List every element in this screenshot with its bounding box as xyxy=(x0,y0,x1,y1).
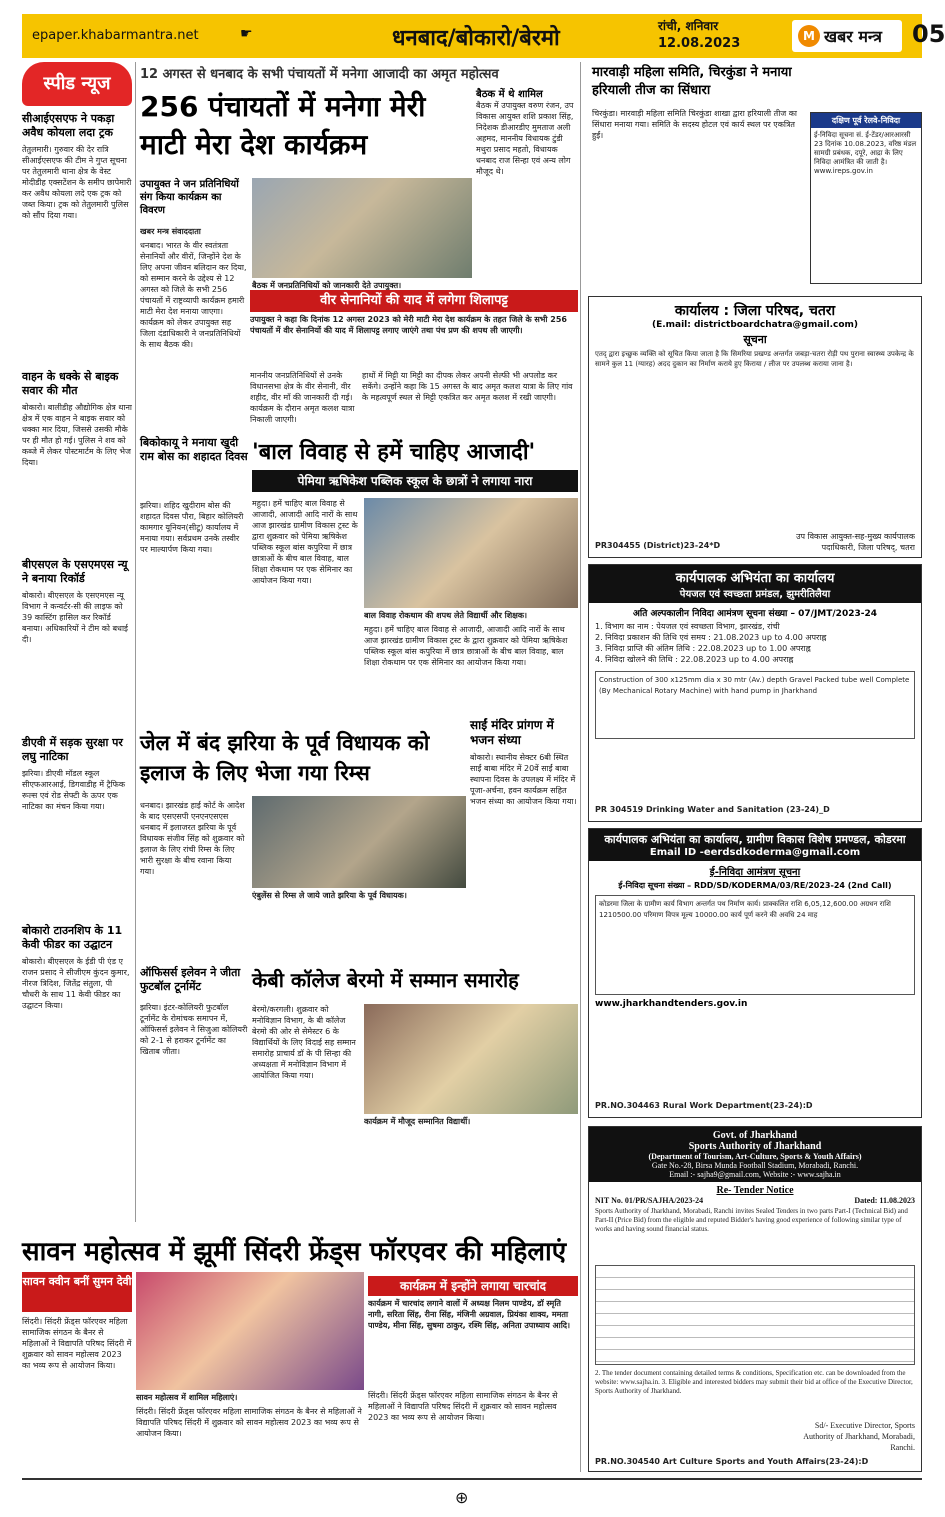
zila-parishad-ad xyxy=(588,296,922,558)
brief-text-5: बोकारो। बीएसएल के ईडी पी एंड ए राजन प्रसाद ने सीजीएम कुंदन कुमार, नीरज त्रिदिश, जितेंद्र संतुला, पी चौधरी के साथ 11 केवी फीडर का उद्घाटन किया। xyxy=(22,957,130,1010)
sa-dept: (Department of Tourism, Art-Culture, Sports & Youth Affairs) xyxy=(648,1152,862,1161)
brand-name: खबर मन्त्र xyxy=(824,27,882,46)
page-number: 05 xyxy=(912,20,945,48)
left-briefs xyxy=(22,112,132,1212)
rw-email[interactable]: Email ID -eerdsdkoderma@gmail.com xyxy=(649,847,861,858)
zp-notice-heading: सूचना xyxy=(743,333,767,346)
jharia-headline: बिकोकायू ने मनाया खुदी राम बोस का शहादत दिवस xyxy=(140,436,248,463)
brief-headline-3: बीएसएल के एसएमएस न्यू ने बनाया रिकॉर्ड xyxy=(22,558,128,585)
sa-nit-row xyxy=(589,1196,921,1205)
brief-headline-2: वाहन के धक्के से बाइक सवार की मौत xyxy=(22,370,119,397)
site-url[interactable]: epaper.khabarmantra.net xyxy=(32,28,199,43)
ee-header xyxy=(589,565,921,603)
ee-rows xyxy=(589,619,921,667)
rw-website[interactable]: www.jharkhandtenders.gov.in xyxy=(595,999,748,1009)
registration-mark-icon: ⊕ xyxy=(455,1488,469,1507)
sawan-text-3: सिंदरी। सिंदरी फ्रेंड्स फॉरएवर महिला सामाजिक संगठन के बैनर से महिलाओं ने विद्यापति परिषद सिंदरी में शुक्रवार को सावन महोत्सव 2023 का भव्य रूप से आयोजन किया। xyxy=(136,1407,362,1438)
tournament-headline: ऑफिसर्स इलेवन ने जीता फुटबॉल टूर्नामेंट xyxy=(140,966,241,993)
city-day: रांची, शनिवार xyxy=(658,19,719,33)
ambulance-photo-caption: एंबुलेंस से रिम्स ले जाये जाते झरिया के पूर्व विधायक। xyxy=(252,891,407,900)
brief-text-1: तेतुलमारी। गुरुवार की देर रात्रि सीआईएसएफ की टीम ने गुप्त सूचना पर तेतुलमारी थाना क्षेत्र के वेस्ट मोदीडीह एक्सटेंशन के समीप छापेमारी कर अवैध कोयला लदे एक ट्रक को जब्त किया। ट्रक को तेतुलमारी पुलिस को सौंप दिया गया। xyxy=(22,145,132,220)
jail-text: धनबाद। झारखंड हाई कोर्ट के आदेश के बाद एसएसपी एनएनएसएस धनबाद में इलाजरत झरिया के पूर्व विधायक संजीव सिंह को शुक्रवार को इलाज के लिए रांची रिम्स के लिए भारी सुरक्षा के बीच रवाना किया गया। xyxy=(140,801,245,876)
sawan-text-2: सिंदरी। सिंदरी फ्रेंड्स फॉरएवर महिला सामाजिक संगठन के बैनर से महिलाओं ने विद्यापति परिषद सिंदरी में शुक्रवार को सावन महोत्सव 2023 का भव्य रूप से आयोजन किया। xyxy=(368,1391,558,1422)
brief-headline-5: बोकारो टाउनशिप के 11 केवी फीडर का उद्घाटन xyxy=(22,924,123,951)
brief-text-2: बोकारो। बालीडीह औद्योगिक क्षेत्र थाना क्षेत्र में एक वाहन ने बाइक सवार को धक्का मार दिया, जिससे उसकी मौके पर ही मौत हो गई। पुलिस ने शव को कब्जे में लेकर पोस्टमार्टम के लिए भेज दिया। xyxy=(22,403,132,467)
issue-date: 12.08.2023 xyxy=(658,36,741,51)
ee-row: 3. निविदा प्राप्ति की अंतिम तिथि : 22.08.2023 up to 1.00 अपराह्न xyxy=(595,644,811,653)
top-story-col3: हाथों में मिट्टी या मिट्टी का दीपक लेकर अपनी सेल्फी भी अपलोड कर सकेंगे। उन्होंने कहा कि 15 अगस्त के बाद अमृत कलश यात्रा के लिए गांव के महत्वपूर्ण स्थल से मिट्टी एकत्रित कर अमृत कलश में रखी जाएगी। xyxy=(362,371,573,402)
sa-notice: Re- Tender Notice xyxy=(716,1185,794,1196)
ee-row: 4. निविदा खोलने की तिथि : 22.08.2023 up to 4.00 अपराह्न xyxy=(595,655,794,664)
rw-text: कोडरमा जिला के ग्रामीण कार्य विभाग अन्तर्गत पथ निर्माण कार्य। प्राक्कलित राशि 6,05,12,600.00 अग्रधन राशि 1210500.00 परिमाण विपत्र मूल्य 10000.00 कार्य पूर्ण करने की अवधि 24 माह xyxy=(595,895,915,995)
sa-terms: 2. The tender document containing detailed terms & conditions, Specification etc. can be downloaded from the website: www.sajha.in. 3. Eligible and interested bidders may submit their bid at office of the Executive Director, Sports Authority of Jharkhand. xyxy=(595,1369,913,1395)
ee-subtitle: पेयजल एवं स्वच्छता प्रमंडल, झुमरीतिलैया xyxy=(679,589,831,600)
guests-banner-text: कार्यक्रम में चारचांद लगाने वालों में अध्यक्ष निलम पाण्डेय, डॉ स्मृति नागी, सरिता सिंह, रीना सिंह, मंजिनी अग्रवाल, प्रियंका शाक्य, ममता पाण्डेय, मीना सिंह, सुषमा ठाकुर, रश्मि सिंह, अनिता उपाध्याय आदि। xyxy=(368,1299,571,1330)
rw-title: कार्यपालक अभियंता का कार्यालय, ग्रामीण विकास विशेष प्रमण्डल, कोडरमा xyxy=(604,833,906,846)
sa-address: Gate No.-28, Birsa Munda Football Stadium, Morabadi, Ranchi. xyxy=(651,1161,859,1170)
sawan-queen-badge: सावन क्वीन बनीं सुमन देवी xyxy=(22,1272,132,1312)
meeting-photo xyxy=(252,178,472,278)
sa-text: Sports Authority of Jharkhand, Morabadi, Ranchi invites Sealed Tenders in two parts Part-I (Technical Bid) and Part-II (Price Bid) from the eligible and reputed Bidder's having good experience of following similar type of works and having sound financial status. xyxy=(595,1207,908,1233)
rw-header xyxy=(589,829,921,861)
drinking-water-ad xyxy=(588,564,922,822)
right-column-rule xyxy=(580,62,581,1472)
jharia-text: झरिया। शहिद खुदीराम बोस की शहादत दिवस पौरा, बिहार कोलियरी कामगार यूनियन(सीटू) कार्यालय में मनाया गया। सर्वप्रथम उनके तस्वीर पर माल्यार्पण किया गया। xyxy=(140,501,244,554)
sidebar-heading: बैठक में थे शामिल xyxy=(476,89,543,100)
felicitation-photo xyxy=(364,1004,578,1114)
sawan-photo-caption: सावन महोत्सव में शामिल महिलाएं। xyxy=(136,1393,238,1402)
sawan-photo xyxy=(136,1272,364,1390)
brief-text-4: झरिया। डीएवी मॉडल स्कूल सीएफआरआई, डिगवाडीह में ट्रैफिक रूल्स एवं रोड सेफ्टी के ऊपर एक नाटिका का मंचन किया गया। xyxy=(22,769,125,811)
railway-tender-text: ई-निविदा सूचना सं. ई-टेंडर/आरआरसी 23 दिनांक 10.08.2023, वरिष्ठ मंडल सामग्री प्रबंधक, दपूरे, आद्रा के लिए निविदा आमंत्रित की जाती है। www.ireps.gov.in xyxy=(814,131,917,175)
top-story-col2: माननीय जनप्रतिनिधियों से उनके विधानसभा क्षेत्र के वीर सेनानी, वीर शहीद, वीर माँ की जानकारी दी गई। कार्यक्रम के दौरान अमृत कलश यात्रा निकाली जाएगी। xyxy=(250,371,355,424)
sa-org: Sports Authority of Jharkhand xyxy=(688,1141,822,1152)
sa-dated: Dated: 11.08.2023 xyxy=(854,1196,915,1205)
sa-title: Govt. of Jharkhand xyxy=(712,1130,798,1141)
ee-work-description: Construction of 300 x125mm dia x 30 mtr (Av.) depth Gravel Packed tube well Complete (By Mechanical Rotary Machine) with hand pump in Jharkhand xyxy=(595,671,915,739)
child-marriage-text: महुदा। हमें चाहिए बाल विवाह से आजादी, आजादी आदि नारों के साथ आज झारखंड ग्रामीण विकास ट्रस्ट के द्वारा शुक्रवार को पेमिया ऋषिकेश पब्लिक स्कूल बांस कपुरिया में छात्र छात्राओं के बीच बाल विवाह, बाल शिक्षा रोकथाम पर एक सेमिनार का आयोजन किया गया। xyxy=(252,499,358,585)
sidebar-text: बैठक में उपायुक्त वरुण रंजन, उप विकास आयुक्त शशि प्रकाश सिंह, निदेशक डीआरडीए मुमताज अली अहमद, माननीय विधायक टुंडी मथुरा प्रसाद महतो, विधायक धनबाद राज सिन्हा एवं अन्य लोग मौजूद थे। xyxy=(476,101,574,176)
plaque-banner: वीर सेनानियों की याद में लगेगा शिलापट्ट xyxy=(250,290,578,312)
jail-headline: जेल में बंद झरिया के पूर्व विधायक को इलाज के लिए भेजा गया रिम्स xyxy=(140,731,430,785)
sai-mandir-headline: साईं मंदिर प्रांगण में भजन संध्या xyxy=(470,718,554,747)
sawan-text: सिंदरी। सिंदरी फ्रेंड्स फॉरएवर महिला सामाजिक संगठन के बैनर से महिलाओं ने विद्यापति परिषद सिंदरी में शुक्रवार को सावन महोत्सव 2023 का भव्य रूप से आयोजन किया। xyxy=(22,1317,132,1370)
brief-headline-1: सीआईएसएफ ने पकड़ा अवैध कोयला लदा ट्रक xyxy=(22,112,115,139)
sawan-headline: सावन महोत्सव में झूमीं सिंदरी फ्रेंड्स फॉरएवर की महिलाएं xyxy=(22,1237,567,1267)
top-story-sidebar xyxy=(476,86,576,266)
zp-signature: उप विकास आयुक्त-सह-मुख्य कार्यपालक पदाधिकारी, जिला परिषद्, चतरा xyxy=(796,532,915,552)
ee-notice: अति अल्पकालीन निविदा आमंत्रण सूचना संख्या – 07/JMT/2023-24 xyxy=(633,609,877,619)
teej-text: चिरकुंडा। मारवाड़ी महिला समिति चिरकुंडा शाखा द्वारा हरियाली तीज का सिंधारा मनाया गया। समिति के सदस्य होटल एवं कार्य स्थल पर एकत्रित हुईं। xyxy=(592,109,797,140)
kebi-text: बेरमो/करगली। शुक्रवार को मनोविज्ञान विभाग, के बी कॉलेज बेरमो की ओर से सेमेस्टर 6 के विद्यार्थियों के लिए विदाई सह सम्मान समारोह प्राचार्य डॉ के पी सिन्हा की अध्यक्षता में मनोविज्ञान विभाग में आयोजित किया गया। xyxy=(252,1005,356,1080)
teej-headline: मारवाड़ी महिला समिति, चिरकुंडा ने मनाया हरियाली तीज का सिंधारा xyxy=(592,65,792,98)
rw-pr-number: PR.NO.304463 Rural Work Department(23-24):D xyxy=(595,1101,813,1110)
rural-work-ad xyxy=(588,828,922,1118)
zp-email[interactable]: (E.mail: districtboardchatra@gmail.com) xyxy=(651,320,859,330)
top-story-body: धनबाद। भारत के वीर स्वतंत्रता सेनानियों और वीरों, जिन्होंने देश के लिए अपना जीवन बलिदान कर दिया, को सम्मान करने के उद्देश्य से 12 अगस्त को जिले के सभी 256 पंचायतों में राष्ट्रव्यापी कार्यक्रम हमारी माटी मेरा देश मनाया जाएगा। कार्यक्रम को लेकर उपायुक्त सह जिला दंडाधिकारी ने जनप्रतिनिधियों के साथ बैठक की। xyxy=(140,241,247,349)
column-rule xyxy=(135,62,136,1222)
guests-banner: कार्यक्रम में इन्होंने लगाया चारचांद xyxy=(368,1276,578,1296)
railway-tender-title: दक्षिण पूर्व रेलवे-निविदा xyxy=(811,113,921,128)
meeting-photo-caption: बैठक में जनप्रतिनिधियों को जानकारी देते उपायुक्त। xyxy=(252,281,402,290)
child-marriage-text-2: महुदा। हमें चाहिए बाल विवाह से आजादी, आजादी आदि नारों के साथ आज झारखंड ग्रामीण विकास ट्रस्ट के द्वारा शुक्रवार को पेमिया ऋषिकेश पब्लिक स्कूल बांस कपुरिया में छात्र छात्राओं के बीच बाल विवाह, बाल शिक्षा रोकथाम पर एक सेमिनार का आयोजन किया गया। xyxy=(364,625,568,667)
sa-signature: Sd/- Executive Director, Sports Authority of Jharkhand, Morabadi, Ranchi. xyxy=(803,1421,915,1452)
zp-pr-number: PR304455 (District)23-24*D xyxy=(595,541,721,550)
students-photo xyxy=(364,498,578,608)
rw-ref: ई-निविदा सूचना संख्या – RDD/SD/KODERMA/03/RE/2023-24 (2nd Call) xyxy=(618,881,892,890)
brief-headline-4: डीएवी में सड़क सुरक्षा पर लघु नाटिका xyxy=(22,736,123,763)
zp-title: कार्यालय : जिला परिषद, चतरा xyxy=(674,303,836,319)
child-marriage-subhead: पेमिया ऋषिकेश पब्लिक स्कूल के छात्रों ने लगाया नारा xyxy=(252,470,578,492)
speed-news-label: स्पीड न्यूज xyxy=(43,73,111,94)
speed-news-badge xyxy=(22,62,132,106)
sa-email[interactable]: Email :- sajha9@gmail.com, Website :- www.sajha.in xyxy=(669,1170,841,1179)
rw-notice: ई-निविदा आमंत्रण सूचना xyxy=(709,867,801,878)
ee-row: 2. निविदा प्रकाशन की तिथि एवं समय : 21.08.2023 up to 4.00 अपराह्न xyxy=(595,633,827,642)
sa-header xyxy=(589,1127,921,1182)
railway-tender-ad xyxy=(810,112,922,284)
page-header xyxy=(22,14,945,58)
tournament-text: झरिया। इंटर-कोलियरी फुटबॉल टूर्नामेंट के रोमांचक समापन में, ऑफिसर्स इलेवन ने सिजुआ कोलियरी को 2-1 से हराकर टूर्नामेंट का खिताब जीता। xyxy=(140,1003,248,1056)
plaque-banner-text: उपायुक्त ने कहा कि दिनांक 12 अगस्त 2023 को मेरी माटी मेरा देश कार्यक्रम के तहत जिले के सभी 256 पंचायतों में वीर सेनानियों की याद में शिलापट्ट लगाए जाएंगे तथा पंच प्रण की शपथ ली जाएगी। xyxy=(250,315,567,335)
sa-pr-number: PR.NO.304540 Art Culture Sports and Youth Affairs(23-24):D xyxy=(595,1457,869,1466)
sa-tender-table xyxy=(595,1265,915,1365)
footer-rule xyxy=(22,1478,922,1480)
brand-logo-icon: M xyxy=(798,25,820,47)
pointer-icon: ☛ xyxy=(240,26,253,42)
students-photo-caption: बाल विवाह रोकथाम की शपथ लेते विद्यार्थी और शिक्षक। xyxy=(364,611,528,620)
zp-text: एतद् द्वारा इच्छुक व्यक्ति को सूचित किया जाता है कि सिमरिया प्रखण्ड अन्तर्गत जबड़ा-चतरा रोड़ी पथ पुराना स्वास्थ्य उपकेन्द्र के सामने कुल 11 (ग्यारह) अदद दुकान का निर्माण कराये हुए किराया / लीज पर उपलब्ध कराया जाना है। xyxy=(595,350,914,368)
sai-mandir-story xyxy=(470,718,578,948)
top-story-strap: 12 अगस्त से धनबाद के सभी पंचायतों में मनेगा आजादी का अमृत महोत्सव xyxy=(140,67,499,82)
ee-row: 1. विभाग का नाम : पेयजल एवं स्वच्छता विभाग, झारखंड, रांची xyxy=(595,622,780,631)
ee-pr-number: PR 304519 Drinking Water and Sanitation (23-24)_D xyxy=(595,805,830,814)
brief-text-3: बोकारो। बीएसएल के एसएमएस न्यू विभाग ने कन्वर्टर-सी की लाइफ को 39 कास्टिंग हासिल कर रिकॉर्ड बनाया। अधिकारियों ने टीम को बधाई दी। xyxy=(22,591,128,644)
edition-title: धनबाद/बोकारो/बेरमो xyxy=(392,26,560,51)
sai-mandir-text: बोकारो। स्थानीय सेक्टर 6बी स्थित साईं बाबा मंदिर में 20वें साईं बाबा स्थापना दिवस के उपलक्ष्य में मंदिर में पूजा-अर्चना, हवन कार्यक्रम सहित भजन संध्या का आयोजन किया गया। xyxy=(470,753,577,806)
top-story-byline: खबर मन्त्र संवाददाता xyxy=(140,227,201,236)
top-story-subhead: उपायुक्त ने जन प्रतिनिधियों संग किया कार्यक्रम का विवरण xyxy=(140,179,239,216)
ee-title: कार्यपालक अभियंता का कार्यालय xyxy=(675,571,835,586)
felicitation-photo-caption: कार्यक्रम में मौजूद सम्मानित विद्यार्थी। xyxy=(364,1117,471,1126)
kebi-headline: केबी कॉलेज बेरमो में सम्मान समारोह xyxy=(252,968,519,992)
child-marriage-headline: 'बाल विवाह से हमें चाहिए आजादी' xyxy=(252,440,536,465)
brand-box xyxy=(792,20,902,52)
top-story-headline: 256 पंचायतों में मनेगा मेरी माटी मेरा देश कार्यक्रम xyxy=(140,90,426,161)
sports-authority-ad xyxy=(588,1126,922,1472)
sa-nit: NIT No. 01/PR/SAJHA/2023-24 xyxy=(595,1196,704,1205)
ambulance-photo xyxy=(252,796,466,888)
